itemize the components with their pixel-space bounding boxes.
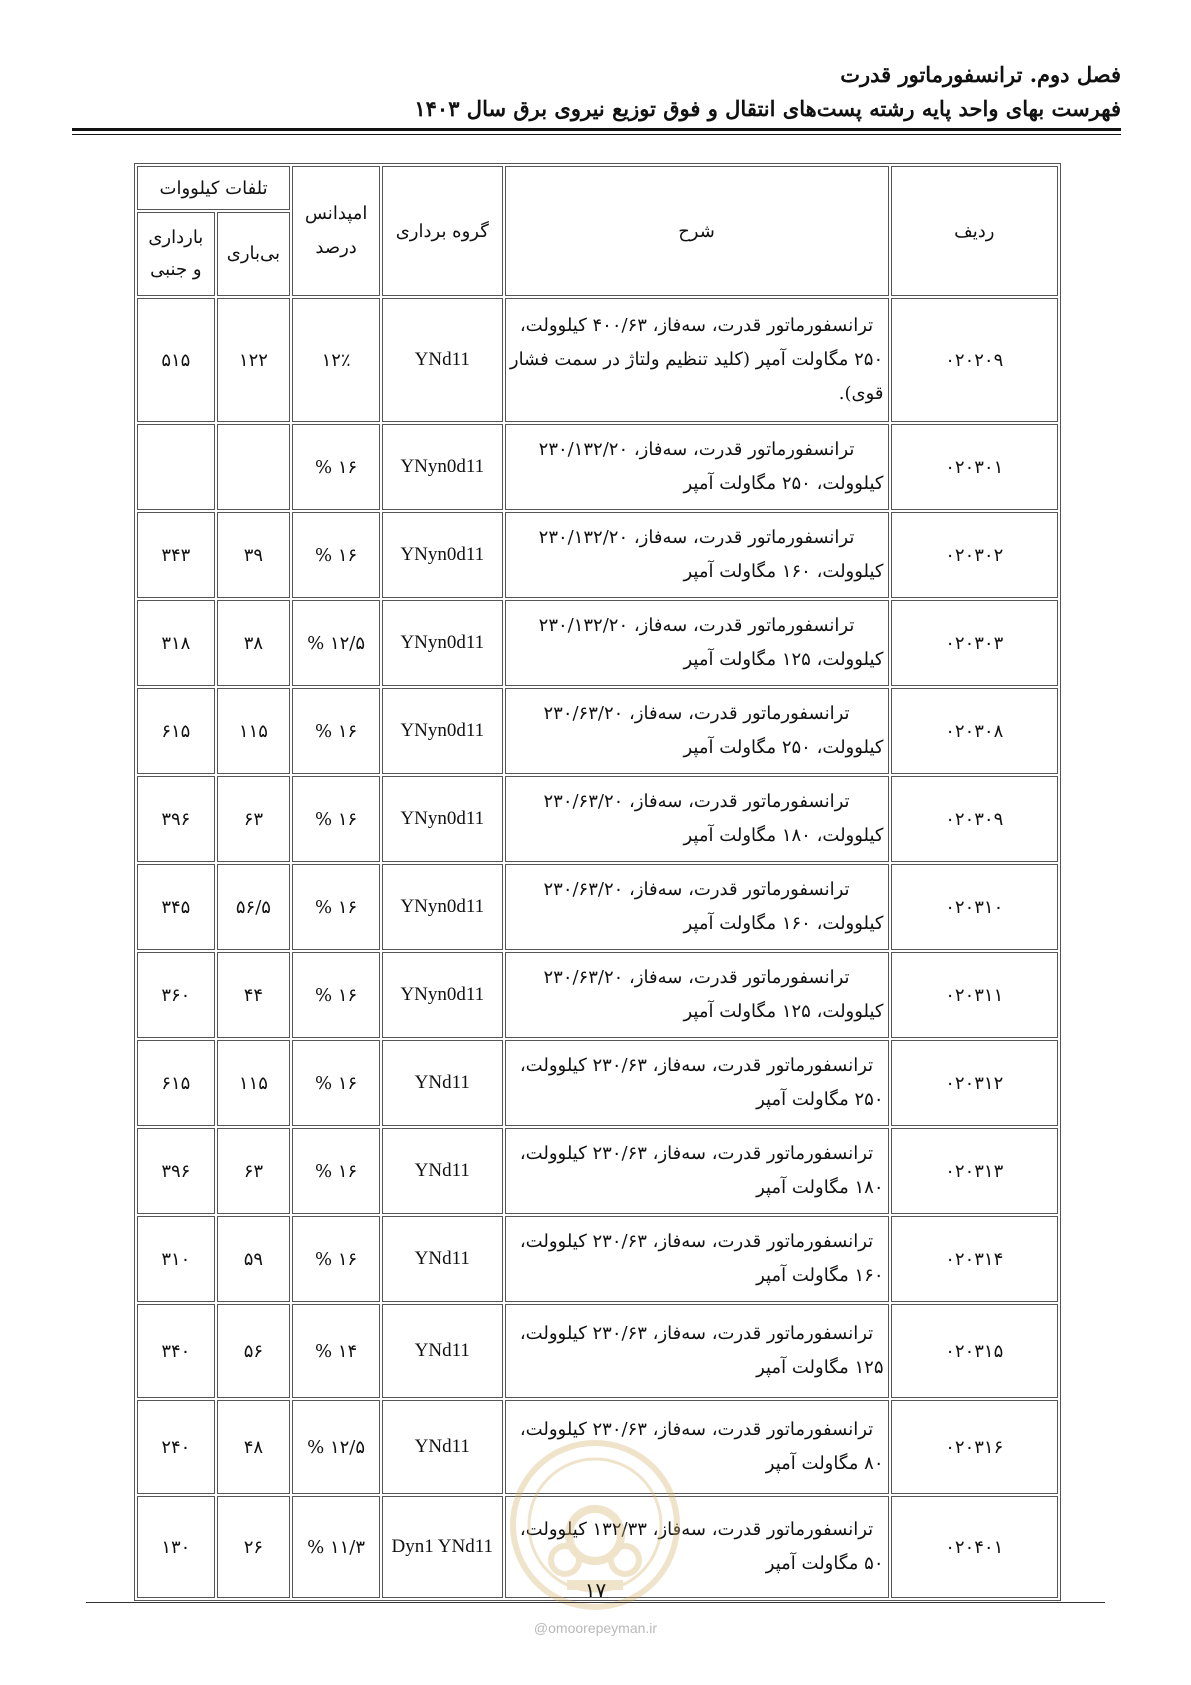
header-row-number: ردیف (891, 166, 1058, 296)
table-row (137, 688, 1058, 774)
table-row (137, 864, 1058, 950)
row-impedance: ۱۶ % (292, 512, 380, 598)
row-load-loss: ۳۴۰ (137, 1304, 215, 1398)
table-row (137, 1304, 1058, 1398)
row-vector-group: YNyn0d11 (382, 688, 503, 774)
row-vector-group: YNyn0d11 (382, 424, 503, 510)
row-load-loss: ۳۱۰ (137, 1216, 215, 1302)
row-description: ترانسفورماتور قدرت، سه‌فاز، ۲۳۰/۶۳ کیلوولت، ۱۸۰ مگاولت آمپر (505, 1128, 889, 1214)
row-impedance: ۱۲/۵ % (292, 600, 380, 686)
row-no-load-loss: ۵۶/۵ (217, 864, 291, 950)
row-impedance: ۱۱/۳ % (292, 1496, 380, 1598)
row-vector-group: YNyn0d11 (382, 864, 503, 950)
row-code: ۰۲۰۳۰۱ (891, 424, 1058, 510)
row-description: ترانسفورماتور قدرت، سه‌فاز، ۱۳۲/۳۳ کیلوولت، ۵۰ مگاولت آمپر (505, 1496, 889, 1598)
row-load-loss: ۶۱۵ (137, 1040, 215, 1126)
table-row (137, 1400, 1058, 1494)
header-vector-group: گروه برداری (382, 166, 503, 296)
header-load: باردارى و جنبی (137, 212, 215, 296)
row-load-loss: ۳۹۶ (137, 776, 215, 862)
row-impedance: ۱۲٪ (292, 298, 380, 422)
row-load-loss: ۵۱۵ (137, 298, 215, 422)
row-vector-group: YNd11 (382, 1216, 503, 1302)
row-vector-group: YNd11 (382, 1400, 503, 1494)
row-description: ترانسفورماتور قدرت، سه‌فاز، ۲۳۰/۶۳/۲۰ کیلوولت، ۱۲۵ مگاولت آمپر (505, 952, 889, 1038)
row-description: ترانسفورماتور قدرت، سه‌فاز، ۲۳۰/۱۳۲/۲۰ کیلوولت، ۲۵۰ مگاولت آمپر (505, 424, 889, 510)
row-code: ۰۲۰۳۰۸ (891, 688, 1058, 774)
row-description: ترانسفورماتور قدرت، سه‌فاز، ۲۳۰/۶۳ کیلوولت، ۱۲۵ مگاولت آمپر (505, 1304, 889, 1398)
row-vector-group: YNyn0d11 (382, 600, 503, 686)
row-no-load-loss: ۵۶ (217, 1304, 291, 1398)
row-impedance: ۱۶ % (292, 776, 380, 862)
row-impedance: ۱۶ % (292, 864, 380, 950)
header-losses: تلفات کیلووات (137, 166, 290, 210)
row-code: ۰۲۰۳۰۳ (891, 600, 1058, 686)
row-no-load-loss: ۶۳ (217, 1128, 291, 1214)
row-impedance: ۱۶ % (292, 952, 380, 1038)
row-description: ترانسفورماتور قدرت، سه‌فاز، ۲۳۰/۶۳ کیلوولت، ۲۵۰ مگاولت آمپر (505, 1040, 889, 1126)
row-description: ترانسفورماتور قدرت، سه‌فاز، ۴۰۰/۶۳ کیلوولت، ۲۵۰ مگاولت آمپر (کلید تنظیم ولتاژ در سمت فشار قوی). (505, 298, 889, 422)
footer-rule (86, 1602, 1105, 1603)
row-code: ۰۲۰۳۱۰ (891, 864, 1058, 950)
row-description: ترانسفورماتور قدرت، سه‌فاز، ۲۳۰/۱۳۲/۲۰ کیلوولت، ۱۶۰ مگاولت آمپر (505, 512, 889, 598)
page-header (70, 58, 1121, 126)
header-rule-thick (72, 128, 1121, 131)
table-row (137, 298, 1058, 422)
table-row (137, 600, 1058, 686)
row-no-load-loss: ۱۱۵ (217, 688, 291, 774)
row-code: ۰۲۰۳۱۵ (891, 1304, 1058, 1398)
table-row (137, 512, 1058, 598)
row-no-load-loss (217, 424, 291, 510)
row-load-loss: ۳۴۵ (137, 864, 215, 950)
row-vector-group: YNd11 (382, 1304, 503, 1398)
row-impedance: ۱۶ % (292, 424, 380, 510)
watermark-text: @omoorepeyman.ir (533, 1620, 658, 1636)
row-vector-group: YNyn0d11 (382, 512, 503, 598)
row-load-loss: ۳۶۰ (137, 952, 215, 1038)
header-impedance: امپدانس درصد (292, 166, 380, 296)
row-impedance: ۱۶ % (292, 1040, 380, 1126)
row-no-load-loss: ۶۳ (217, 776, 291, 862)
row-load-loss: ۲۴۰ (137, 1400, 215, 1494)
price-table (134, 163, 1061, 1601)
table-row (137, 952, 1058, 1038)
row-code: ۰۲۰۳۰۹ (891, 776, 1058, 862)
table-row (137, 1128, 1058, 1214)
table-row (137, 424, 1058, 510)
row-impedance: ۱۶ % (292, 1216, 380, 1302)
list-title: فهرست بهای واحد پایه رشته پست‌های انتقال و فوق توزیع نیروی برق سال ۱۴۰۳ (414, 96, 1121, 121)
header-description: شرح (505, 166, 889, 296)
row-vector-group: YNyn0d11 (382, 776, 503, 862)
row-description: ترانسفورماتور قدرت، سه‌فاز، ۲۳۰/۶۳ کیلوولت، ۸۰ مگاولت آمپر (505, 1400, 889, 1494)
row-description: ترانسفورماتور قدرت، سه‌فاز، ۲۳۰/۶۳/۲۰ کیلوولت، ۲۵۰ مگاولت آمپر (505, 688, 889, 774)
row-no-load-loss: ۴۴ (217, 952, 291, 1038)
row-load-loss: ۳۱۸ (137, 600, 215, 686)
header-rule-thin (72, 134, 1121, 135)
row-code: ۰۲۰۳۱۶ (891, 1400, 1058, 1494)
row-no-load-loss: ۵۹ (217, 1216, 291, 1302)
row-description: ترانسفورماتور قدرت، سه‌فاز، ۲۳۰/۶۳ کیلوولت، ۱۶۰ مگاولت آمپر (505, 1216, 889, 1302)
row-vector-group: Dyn1 YNd11 (382, 1496, 503, 1598)
row-description: ترانسفورماتور قدرت، سه‌فاز، ۲۳۰/۶۳/۲۰ کیلوولت، ۱۸۰ مگاولت آمپر (505, 776, 889, 862)
row-vector-group: YNd11 (382, 298, 503, 422)
row-impedance: ۱۶ % (292, 688, 380, 774)
table-row (137, 1216, 1058, 1302)
row-load-loss (137, 424, 215, 510)
row-no-load-loss: ۴۸ (217, 1400, 291, 1494)
row-code: ۰۲۰۳۱۳ (891, 1128, 1058, 1214)
row-vector-group: YNd11 (382, 1040, 503, 1126)
chapter-title: فصل دوم. ترانسفورماتور قدرت (840, 62, 1121, 87)
row-code: ۰۲۰۴۰۱ (891, 1496, 1058, 1598)
row-load-loss: ۶۱۵ (137, 688, 215, 774)
row-code: ۰۲۰۳۱۱ (891, 952, 1058, 1038)
row-impedance: ۱۲/۵ % (292, 1400, 380, 1494)
row-load-loss: ۳۹۶ (137, 1128, 215, 1214)
row-code: ۰۲۰۳۱۲ (891, 1040, 1058, 1126)
row-no-load-loss: ۱۱۵ (217, 1040, 291, 1126)
table-row (137, 1040, 1058, 1126)
row-no-load-loss: ۳۸ (217, 600, 291, 686)
row-load-loss: ۳۴۳ (137, 512, 215, 598)
page-number: ۱۷ (584, 1578, 607, 1602)
row-code: ۰۲۰۳۰۲ (891, 512, 1058, 598)
row-code: ۰۲۰۲۰۹ (891, 298, 1058, 422)
row-no-load-loss: ۳۹ (217, 512, 291, 598)
row-description: ترانسفورماتور قدرت، سه‌فاز، ۲۳۰/۱۳۲/۲۰ کیلوولت، ۱۲۵ مگاولت آمپر (505, 600, 889, 686)
table-row (137, 776, 1058, 862)
row-impedance: ۱۶ % (292, 1128, 380, 1214)
row-vector-group: YNd11 (382, 1128, 503, 1214)
row-impedance: ۱۴ % (292, 1304, 380, 1398)
row-vector-group: YNyn0d11 (382, 952, 503, 1038)
row-code: ۰۲۰۳۱۴ (891, 1216, 1058, 1302)
row-description: ترانسفورماتور قدرت، سه‌فاز، ۲۳۰/۶۳/۲۰ کیلوولت، ۱۶۰ مگاولت آمپر (505, 864, 889, 950)
row-no-load-loss: ۱۲۲ (217, 298, 291, 422)
header-no-load: بی‌باری (217, 212, 291, 296)
row-no-load-loss: ۲۶ (217, 1496, 291, 1598)
row-load-loss: ۱۳۰ (137, 1496, 215, 1598)
